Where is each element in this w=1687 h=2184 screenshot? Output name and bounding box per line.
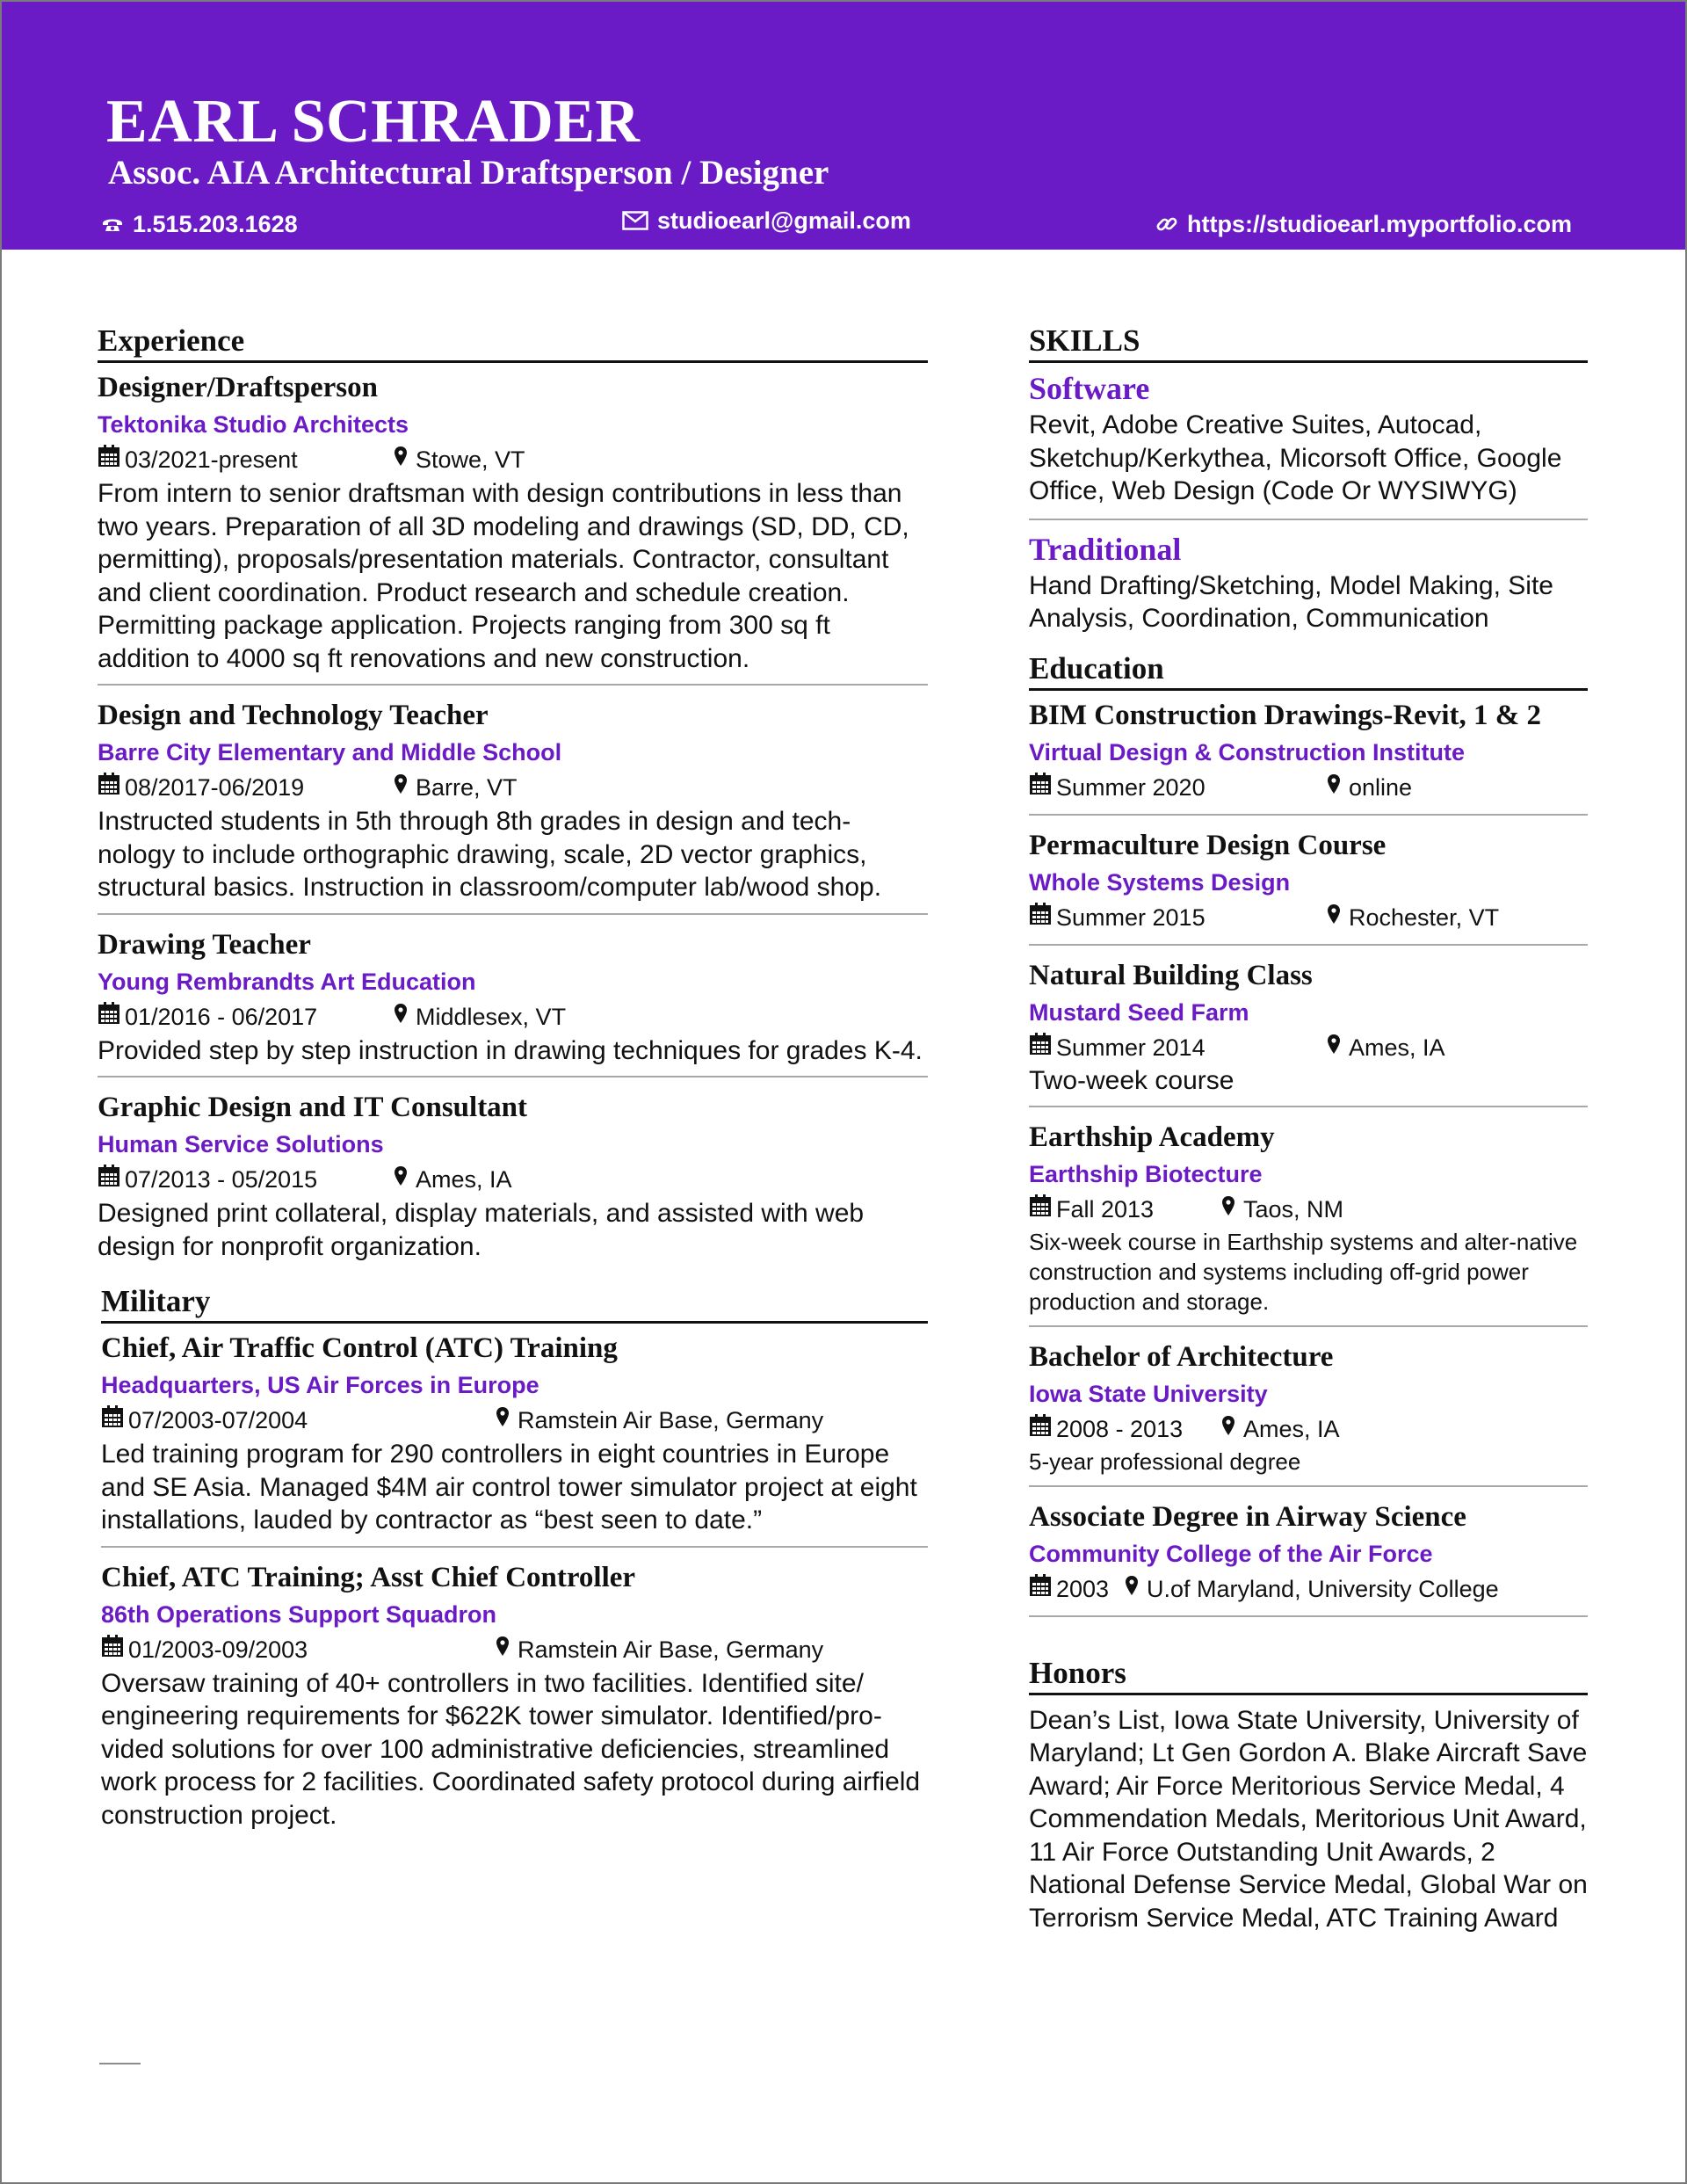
map-pin-icon xyxy=(395,1162,407,1197)
job-description: From intern to senior draftsman with design contributions in less than two years. Preparation of all 3D modeling and drawings (SD, DD, CD, permitting), proposals/presentation materials. Contractor, consultant and client coordination. Product research and schedule creation. Permitting package application. Projects ranging from 300 sq ft addition to 4000 sq ft renovations and new construction. xyxy=(98,479,909,673)
job-description: Led training program for 290 controllers in eight countries in Europe and SE Asia. Managed $4M air control tower simulator project at eight installations, lauded by contractor as “best seen to date.” xyxy=(101,1440,917,1535)
job-title: Drawing Teacher xyxy=(98,928,311,961)
course-title: Natural Building Class xyxy=(1029,959,1313,991)
calendar-icon xyxy=(101,1403,124,1438)
candidate-name: EARL SCHRADER xyxy=(106,88,641,156)
course-title: BIM Construction Drawings-Revit, 1 & 2 xyxy=(1029,699,1541,731)
experience-entry xyxy=(98,696,928,915)
job-organization: Barre City Elementary and Middle School xyxy=(98,739,562,765)
education-entry xyxy=(1029,1498,1588,1617)
job-meta xyxy=(98,442,928,477)
course-location: Taos, NM xyxy=(1243,1195,1344,1223)
map-pin-icon xyxy=(1328,770,1340,805)
skills-software xyxy=(1029,368,1588,520)
institution: Iowa State University xyxy=(1029,1380,1268,1407)
job-meta xyxy=(101,1632,928,1667)
military-heading: Military xyxy=(101,1284,928,1324)
institution: Earthship Biotecture xyxy=(1029,1160,1263,1187)
experience-entry xyxy=(98,368,928,686)
map-pin-icon xyxy=(496,1403,509,1438)
education-entry xyxy=(1029,956,1588,1107)
course-dates: Summer 2014 xyxy=(1056,1034,1206,1061)
job-dates: 08/2017-06/2019 xyxy=(125,774,305,801)
education-entry xyxy=(1029,1118,1588,1327)
job-meta xyxy=(98,770,928,805)
candidate-title: Assoc. AIA Architectural Draftsperson / Designer xyxy=(108,154,829,192)
map-pin-icon xyxy=(1328,900,1340,935)
website-link[interactable]: https://studioearl.myportfolio.com xyxy=(1187,211,1573,237)
job-title: Chief, Air Traffic Control (ATC) Training xyxy=(101,1332,618,1364)
calendar-icon xyxy=(1029,770,1052,805)
website-contact xyxy=(1155,209,1572,239)
course-title: Associate Degree in Airway Science xyxy=(1029,1500,1466,1533)
course-location: Ames, IA xyxy=(1243,1415,1340,1442)
job-location: Middlesex, VT xyxy=(416,1003,567,1030)
institution: Whole Systems Design xyxy=(1029,868,1291,896)
job-title: Design and Technology Teacher xyxy=(98,700,489,731)
software-list: Revit, Adobe Creative Suites, Autocad, Sketchup/Kerkythea, Micorsoft Office, Google Office, Web Design (Code Or WYSIWYG) xyxy=(1029,410,1562,505)
course-note: Six-week course in Earthship systems and alter-native construction and systems including off-grid power production and storage. xyxy=(1029,1228,1578,1315)
map-pin-icon xyxy=(1222,1192,1234,1227)
job-dates: 01/2003-09/2003 xyxy=(128,1636,308,1663)
course-location: Ames, IA xyxy=(1349,1034,1445,1061)
footer-divider xyxy=(99,2063,141,2064)
job-location: Ramstein Air Base, Germany xyxy=(518,1636,824,1663)
traditional-list: Hand Drafting/Sketching, Model Making, Site Analysis, Coordination, Communication xyxy=(1029,570,1553,633)
phone-contact xyxy=(101,209,298,239)
course-meta xyxy=(1029,770,1588,805)
job-meta xyxy=(98,999,928,1034)
course-meta xyxy=(1029,1192,1588,1227)
email-address[interactable]: studioearl@gmail.com xyxy=(657,207,911,234)
skills-heading: SKILLS xyxy=(1029,323,1588,363)
course-meta xyxy=(1029,1571,1588,1607)
calendar-icon xyxy=(98,999,120,1034)
job-dates: 03/2021-present xyxy=(125,446,298,473)
map-pin-icon xyxy=(1328,1030,1340,1065)
calendar-icon xyxy=(1029,1192,1052,1227)
job-organization: Tektonika Studio Architects xyxy=(98,411,409,438)
job-description: Designed print collateral, display materials, and assisted with web design for nonprofit organization. xyxy=(98,1199,865,1261)
map-pin-icon xyxy=(395,442,407,477)
calendar-icon xyxy=(1029,1571,1052,1607)
envelope-icon xyxy=(622,211,648,230)
course-dates: 2003 xyxy=(1056,1575,1110,1602)
map-pin-icon xyxy=(395,770,407,805)
experience-entry xyxy=(98,925,928,1078)
course-dates: 2008 - 2013 xyxy=(1056,1415,1184,1442)
job-location: Ramstein Air Base, Germany xyxy=(518,1407,824,1433)
course-title: Bachelor of Architecture xyxy=(1029,1340,1334,1373)
job-location: Barre, VT xyxy=(416,774,518,801)
calendar-icon xyxy=(1029,1030,1052,1065)
course-location: Rochester, VT xyxy=(1349,903,1500,931)
job-description: Provided step by step instruction in drawing techniques for grades K-4. xyxy=(98,1035,923,1065)
left-column xyxy=(98,323,928,1851)
phone-number[interactable]: 1.515.203.1628 xyxy=(133,211,298,237)
course-meta xyxy=(1029,900,1588,935)
course-dates: Summer 2015 xyxy=(1056,903,1206,931)
calendar-icon xyxy=(98,1162,120,1197)
calendar-icon xyxy=(1029,1411,1052,1447)
experience-heading: Experience xyxy=(98,323,928,363)
education-entry xyxy=(1029,696,1588,816)
military-entry xyxy=(101,1558,928,1841)
course-meta xyxy=(1029,1411,1588,1447)
job-meta xyxy=(101,1403,928,1438)
job-title: Chief, ATC Training; Asst Chief Controller xyxy=(101,1561,636,1593)
job-organization: Human Service Solutions xyxy=(98,1131,384,1157)
calendar-icon xyxy=(98,442,120,477)
job-location: Ames, IA xyxy=(416,1166,512,1193)
map-pin-icon xyxy=(1222,1411,1234,1447)
course-location: online xyxy=(1349,773,1413,801)
right-column xyxy=(1029,323,1588,1934)
course-note: 5-year professional degree xyxy=(1029,1448,1301,1475)
job-dates: 01/2016 - 06/2017 xyxy=(125,1003,318,1030)
institution: Virtual Design & Construction Institute xyxy=(1029,738,1466,765)
resume-header xyxy=(2,2,1685,250)
map-pin-icon xyxy=(395,999,407,1034)
job-organization: 86th Operations Support Squadron xyxy=(101,1600,497,1628)
education-entry xyxy=(1029,826,1588,946)
job-title: Designer/Draftsperson xyxy=(98,372,378,403)
job-dates: 07/2013 - 05/2015 xyxy=(125,1166,318,1193)
calendar-icon xyxy=(1029,900,1052,935)
traditional-subheading: Traditional xyxy=(1029,531,1182,567)
job-meta xyxy=(98,1162,928,1197)
job-description: Instructed students in 5th through 8th grades in design and tech-nology to include orthographic drawing, scale, 2D vector graphics, structural basics. Instruction in classroom/computer lab/wood shop. xyxy=(98,807,882,902)
course-location: U.of Maryland, University College xyxy=(1147,1575,1499,1602)
course-note: Two-week course xyxy=(1029,1065,1234,1095)
course-title: Earthship Academy xyxy=(1029,1121,1275,1153)
job-organization: Headquarters, US Air Forces in Europe xyxy=(101,1372,539,1398)
honors-heading: Honors xyxy=(1029,1656,1588,1695)
calendar-icon xyxy=(98,770,120,805)
job-location: Stowe, VT xyxy=(416,446,525,473)
phone-icon xyxy=(101,216,124,232)
course-meta xyxy=(1029,1030,1588,1065)
job-title: Graphic Design and IT Consultant xyxy=(98,1092,528,1123)
email-contact xyxy=(622,206,911,236)
course-title: Permaculture Design Course xyxy=(1029,829,1387,861)
experience-entry xyxy=(98,1088,928,1272)
job-organization: Young Rembrandts Art Education xyxy=(98,968,476,995)
course-dates: Fall 2013 xyxy=(1056,1195,1155,1223)
military-entry xyxy=(101,1329,928,1548)
education-entry xyxy=(1029,1338,1588,1487)
institution: Community College of the Air Force xyxy=(1029,1540,1433,1567)
honors-list: Dean’s List, Iowa State University, University of Maryland; Lt Gen Gordon A. Blake Aircraft Save Award; Air Force Meritorious Service Medal, 4 Commendation Medals, Meritorious Unit Award, 11 Air Force Outstanding Unit Awards, 2 National Defense Service Medal, Global War on Terrorism Service Medal, ATC Training Award xyxy=(1029,1705,1588,1933)
institution: Mustard Seed Farm xyxy=(1029,998,1249,1026)
map-pin-icon xyxy=(496,1632,509,1667)
course-dates: Summer 2020 xyxy=(1056,773,1206,801)
education-heading: Education xyxy=(1029,651,1588,691)
calendar-icon xyxy=(101,1632,124,1667)
link-icon xyxy=(1155,213,1178,236)
software-subheading: Software xyxy=(1029,371,1150,406)
skills-traditional xyxy=(1029,529,1588,642)
job-description: Oversaw training of 40+ controllers in two facilities. Identified site/ engineering requirements for $622K tower simulator. Identified/pro-vided solutions for over 100 administrative deficiencies, streamlined work process for 2 facilities. Coordinated safety protocol during airfield construction project. xyxy=(101,1668,921,1830)
map-pin-icon xyxy=(1126,1571,1138,1607)
job-dates: 07/2003-07/2004 xyxy=(128,1407,308,1433)
